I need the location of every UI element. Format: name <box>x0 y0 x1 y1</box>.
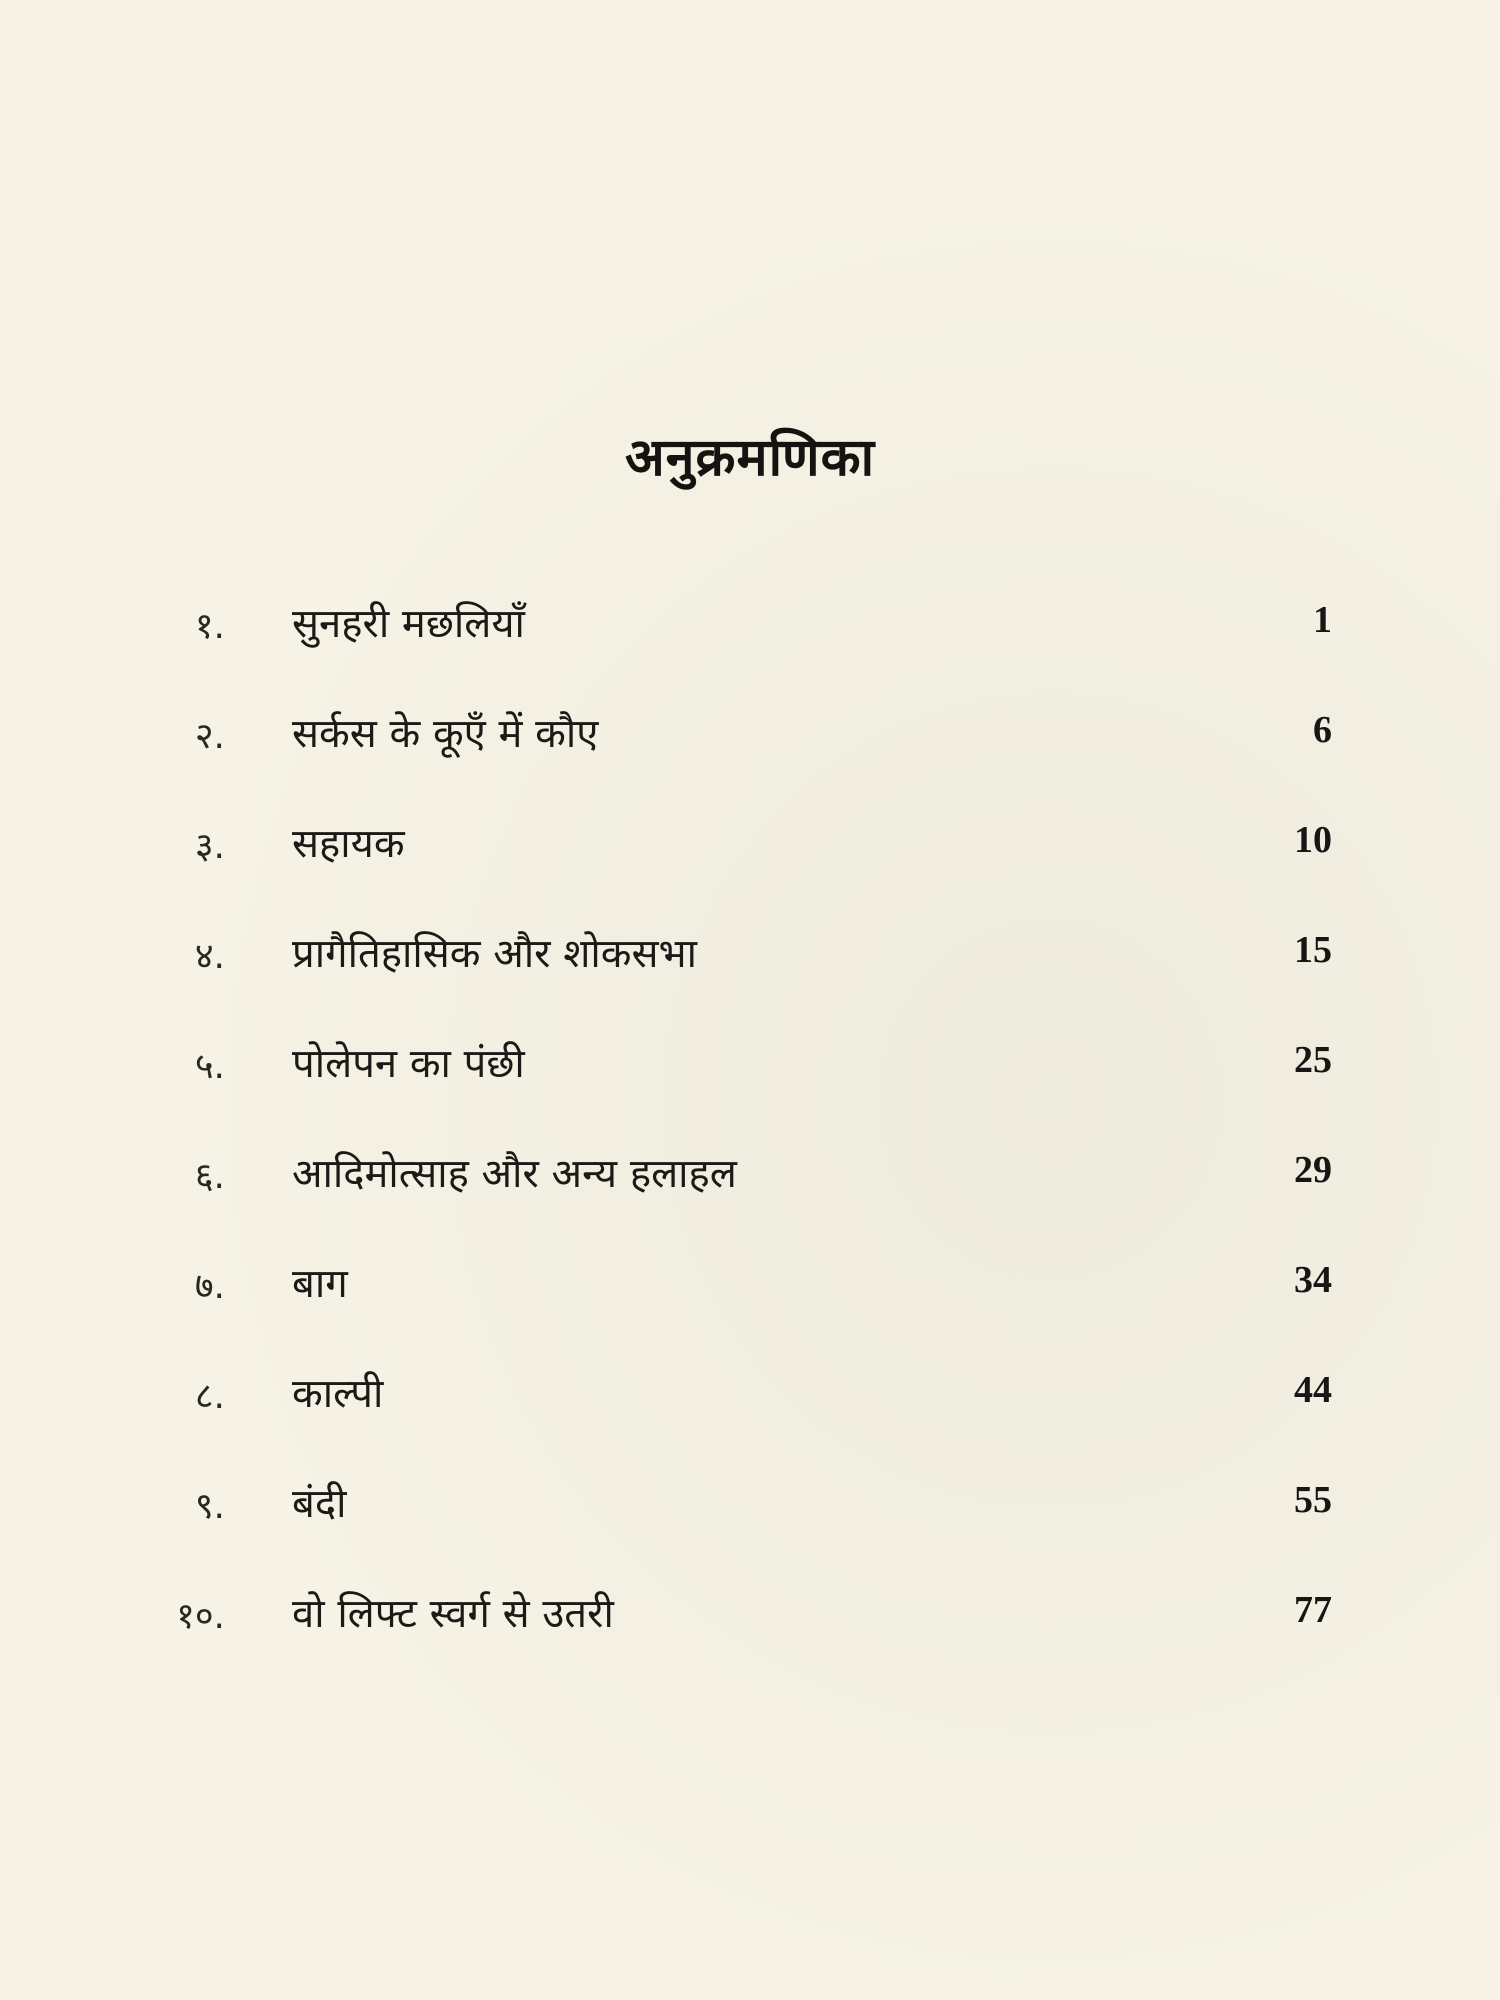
toc-entry <box>0 710 1500 820</box>
chapter-title: बंदी <box>292 1481 347 1527</box>
chapter-title: वो लिफ्ट स्वर्ग से उतरी <box>292 1591 614 1637</box>
toc-entry <box>0 1150 1500 1260</box>
chapter-number: ३. <box>194 826 225 867</box>
page-number: 44 <box>1294 1369 1332 1411</box>
chapter-number: ७. <box>194 1266 225 1307</box>
page-number: 25 <box>1294 1039 1332 1081</box>
toc-entry <box>0 1040 1500 1150</box>
chapter-number: ९. <box>194 1486 225 1527</box>
chapter-title: काल्पी <box>292 1371 384 1417</box>
page-number: 6 <box>1313 709 1332 751</box>
page-number: 1 <box>1313 599 1332 641</box>
page-number: 29 <box>1294 1149 1332 1191</box>
page-number: 55 <box>1294 1479 1332 1521</box>
toc-entry <box>0 820 1500 930</box>
toc-entry <box>0 600 1500 710</box>
chapter-title: सर्कस के कूएँ में कौए <box>292 711 599 757</box>
chapter-number: ८. <box>194 1376 225 1417</box>
chapter-number: ६. <box>194 1156 225 1197</box>
chapter-number: १०. <box>176 1596 225 1637</box>
chapter-title: सुनहरी मछलियाँ <box>292 601 525 647</box>
chapter-number: २. <box>194 716 225 757</box>
chapter-number: १. <box>194 606 225 647</box>
chapter-number: ४. <box>194 936 225 977</box>
toc-entry <box>0 1590 1500 1700</box>
chapter-title: पोलेपन का पंछी <box>292 1041 525 1087</box>
page-number: 15 <box>1294 929 1332 971</box>
page-number: 10 <box>1294 819 1332 861</box>
page-title: अनुक्रमणिका <box>624 428 876 488</box>
toc-entry <box>0 930 1500 1040</box>
page-number: 77 <box>1294 1589 1332 1631</box>
toc-entry <box>0 1260 1500 1370</box>
table-of-contents <box>0 600 1500 1700</box>
chapter-title: सहायक <box>292 821 405 867</box>
chapter-title: आदिमोत्साह और अन्य हलाहल <box>292 1151 737 1197</box>
toc-entry <box>0 1370 1500 1480</box>
toc-entry <box>0 1480 1500 1590</box>
page-number: 34 <box>1294 1259 1332 1301</box>
chapter-number: ५. <box>194 1046 225 1087</box>
chapter-title: बाग <box>292 1261 348 1307</box>
chapter-title: प्रागैतिहासिक और शोकसभा <box>292 931 698 977</box>
